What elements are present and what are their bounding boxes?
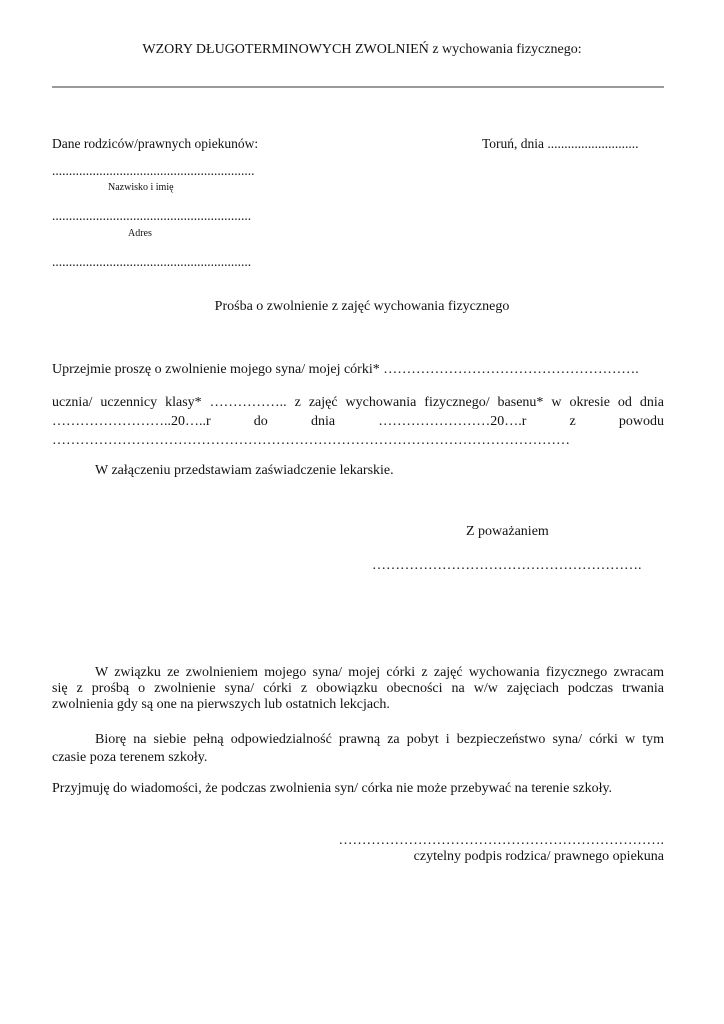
address-caption: Adres (128, 228, 152, 239)
name-caption: Nazwisko i imię (108, 182, 174, 193)
statement-p2-line-1: Biorę na siebie pełną odpowiedzialność prawną za pobyt i bezpieczeństwo syna/ córki w tym (95, 732, 664, 747)
address-dotted-line: ........................................................... (52, 208, 252, 223)
name-dotted-line: ............................................................ (52, 163, 255, 178)
page-title: WZORY DŁUGOTERMINOWYCH ZWOLNIEŃ z wychowania fizycznego: (142, 42, 582, 57)
statement-p1-line-3: zwolnienia gdy są one na pierwszych lub ostatnich lekcjach. (52, 697, 390, 712)
place-date: Toruń, dnia ........................... (482, 136, 639, 151)
request-line-4: ………………………………………………………………………………………………… (52, 433, 570, 448)
request-line-1: Uprzejmie proszę o zwolnienie mojego syna/ mojej córki* ………………………………………………. (52, 362, 639, 377)
parents-label: Dane rodziców/prawnych opiekunów: (52, 136, 259, 151)
statement-p1-line-2: się z prośbą o zwolnienie syna/ córki z obowiązku obecności na w/w zajęciach podczas trwania (52, 681, 664, 696)
attachment-note: W załączeniu przedstawiam zaświadczenie lekarskie. (95, 463, 394, 478)
statement-p1-line-1: W związku ze zwolnieniem mojego syna/ mojej córki z zajęć wychowania fizycznego zwracam (95, 665, 664, 680)
header-divider (52, 86, 664, 88)
document-subject: Prośba o zwolnienie z zajęć wychowania fizycznego (214, 299, 510, 314)
request-line-3: ……………………..20…..r do dnia ……………………20….r z powodu (52, 414, 664, 429)
address-dotted-line-2: ........................................................... (52, 254, 252, 269)
statement-p2-line-2: czasie poza terenem szkoły. (52, 750, 208, 765)
signature-dotted-line: …………………………………………………. (372, 558, 642, 573)
final-signature-caption: czytelny podpis rodzica/ prawnego opiekuna (413, 849, 664, 864)
final-signature-line: ……………………………………………………………. (338, 833, 664, 848)
statement-p3: Przyjmuję do wiadomości, że podczas zwolnienia syn/ córka nie może przebywać na terenie szkoły. (52, 781, 613, 796)
closing-greeting: Z poważaniem (466, 524, 549, 539)
request-line-2: ucznia/ uczennicy klasy* …………….. z zajęć wychowania fizycznego/ basenu* w okresie od dnia (52, 395, 664, 410)
